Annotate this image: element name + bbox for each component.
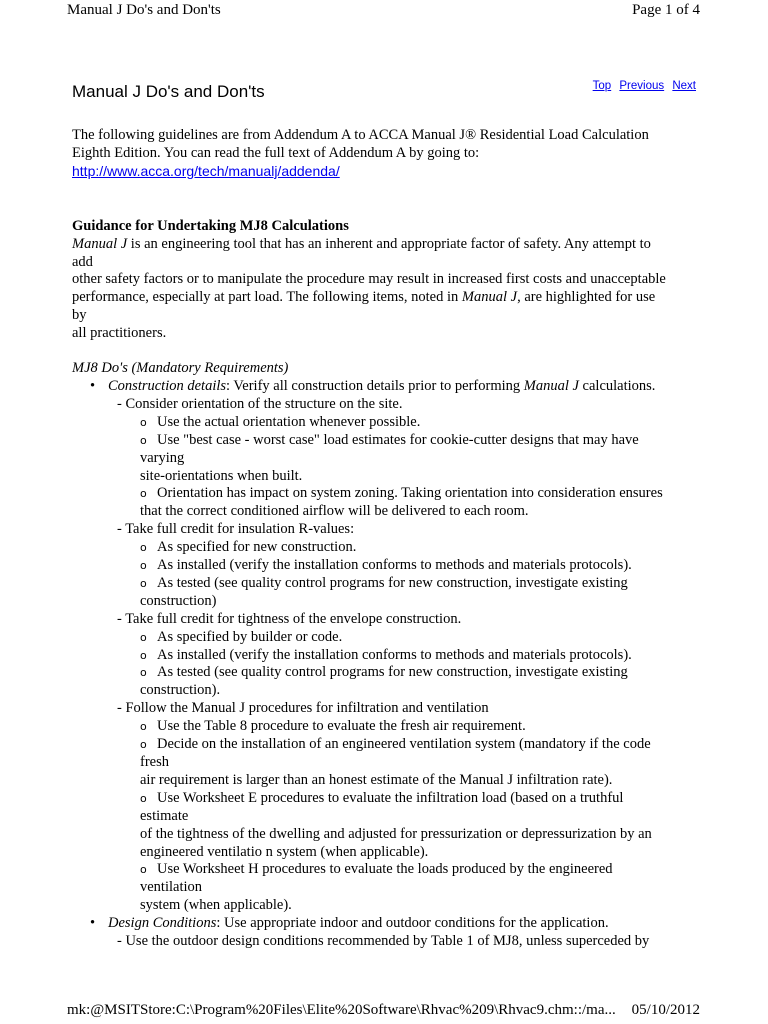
list-item: o Use the actual orientation whenever possible. <box>140 413 421 430</box>
list-item: o As specified for new construction. <box>140 539 357 556</box>
list-item-continuation: construction). <box>140 682 221 699</box>
nav-previous-link[interactable]: Previous <box>619 80 665 92</box>
circle-bullet-icon: o <box>140 630 147 644</box>
construction-details-item: • Construction details: Verify all construction details prior to performing Manual J calculations. <box>90 377 656 394</box>
list-item: o Orientation has impact on system zoning. Taking orientation into consideration ensures <box>140 485 663 502</box>
addendum-link[interactable]: http://www.acca.org/tech/manualj/addenda/ <box>72 162 340 179</box>
list-item: o Decide on the installation of an engineered ventilation system (mandatory if the code <box>140 736 651 753</box>
print-date: 05/10/2012 <box>631 1002 700 1018</box>
circle-bullet-icon: o <box>140 559 147 573</box>
manual-j-emphasis: Manual J <box>461 289 518 306</box>
guidance-paragraph-line-2: other safety factors or to manipulate the procedure may result in increased first costs and unacceptable <box>72 271 666 288</box>
design-conditions-subitem: - Use the outdoor design conditions recommended by Table 1 of MJ8, unless superceded by <box>117 933 650 950</box>
list-item: o Use Worksheet E procedures to evaluate the infiltration load (based on a truthful <box>140 789 624 806</box>
list-item: o Use "best case - worst case" load estimates for cookie-cutter designs that may have <box>140 431 639 448</box>
print-header-title: Manual J Do's and Don'ts <box>67 2 221 18</box>
manual-j-emphasis: Manual J <box>72 235 128 252</box>
list-item-continuation: site-orientations when built. <box>140 467 303 484</box>
infiltration-subitem: - Follow the Manual J procedures for infiltration and ventilation <box>117 700 489 717</box>
title-row <box>72 80 696 110</box>
bullet-icon: • <box>90 915 96 932</box>
circle-bullet-icon: o <box>140 541 147 555</box>
intro-line-2: Eighth Edition. You can read the full text of Addendum A by going to: <box>72 144 480 161</box>
circle-bullet-icon: o <box>140 433 147 447</box>
circle-bullet-icon: o <box>140 738 147 752</box>
list-item: o Use Worksheet H procedures to evaluate the loads produced by the engineered <box>140 861 613 878</box>
list-item-continuation: air requirement is larger than an honest estimate of the Manual J infiltration rate). <box>140 771 613 788</box>
circle-bullet-icon: o <box>140 720 147 734</box>
circle-bullet-icon: o <box>140 415 147 429</box>
bullet-icon: • <box>90 377 96 394</box>
list-item-wrap: estimate <box>140 807 189 824</box>
circle-bullet-icon: o <box>140 576 147 590</box>
list-item-continuation: engineered ventilatio n system (when applicable). <box>140 843 429 860</box>
circle-bullet-icon: o <box>140 863 147 877</box>
print-footer <box>67 1000 700 1024</box>
intro-line-1: The following guidelines are from Addendum A to ACCA Manual J® Residential Load Calculation <box>72 127 649 143</box>
insulation-subitem: - Take full credit for insulation R-values: <box>117 521 355 538</box>
list-item-wrap: varying <box>140 449 185 466</box>
list-item-continuation: that the correct conditioned airflow will be delivered to each room. <box>140 503 529 520</box>
document-body <box>72 127 692 951</box>
tightness-subitem: - Take full credit for tightness of the envelope construction. <box>117 610 462 627</box>
list-item-continuation: of the tightness of the dwelling and adjusted for pressurization or depressurization by an <box>140 825 652 842</box>
guidance-wrap-2: by <box>72 307 87 324</box>
page-title: Manual J Do's and Don'ts <box>72 82 265 101</box>
nav-links <box>588 80 696 92</box>
guidance-heading: Guidance for Undertaking MJ8 Calculations <box>72 217 349 234</box>
circle-bullet-icon: o <box>140 666 147 680</box>
circle-bullet-icon: o <box>140 791 147 805</box>
list-item: o Use the Table 8 procedure to evaluate the fresh air requirement. <box>140 718 526 735</box>
list-item-wrap: ventilation <box>140 879 203 896</box>
guidance-paragraph-line-3: performance, especially at part load. The following items, noted in Manual J, are highlighted for use <box>72 289 656 306</box>
list-item: o As tested (see quality control programs for new construction, investigate existing <box>140 664 628 681</box>
print-header <box>67 0 700 22</box>
guidance-wrap-1: add <box>72 253 93 270</box>
circle-bullet-icon: o <box>140 648 147 662</box>
design-conditions-item: • Design Conditions: Use appropriate indoor and outdoor conditions for the application. <box>90 915 609 932</box>
list-item: o As tested (see quality control programs for new construction, investigate existing <box>140 574 628 591</box>
circle-bullet-icon: o <box>140 487 147 501</box>
list-item-continuation: construction) <box>140 592 217 609</box>
source-path: mk:@MSITStore:C:\Program%20Files\Elite%20Software\Rhvac%209\Rhvac9.chm::/ma... <box>67 1002 616 1018</box>
guidance-paragraph-line-4: all practitioners. <box>72 325 167 342</box>
list-item: o As specified by builder or code. <box>140 628 343 645</box>
orientation-subitem: - Consider orientation of the structure on the site. <box>117 395 403 412</box>
list-item: o As installed (verify the installation conforms to methods and materials protocols). <box>140 646 632 663</box>
list-item: o As installed (verify the installation conforms to methods and materials protocols). <box>140 557 632 574</box>
dos-heading: MJ8 Do's (Mandatory Requirements) <box>72 360 289 377</box>
list-item-continuation: system (when applicable). <box>140 897 292 914</box>
nav-next-link[interactable]: Next <box>672 80 696 92</box>
guidance-paragraph-line-1: Manual J is an engineering tool that has an inherent and appropriate factor of safety. Any attempt to <box>72 235 651 252</box>
page-number: Page 1 of 4 <box>632 2 700 18</box>
nav-top-link[interactable]: Top <box>592 80 612 92</box>
list-item-wrap: fresh <box>140 754 169 770</box>
